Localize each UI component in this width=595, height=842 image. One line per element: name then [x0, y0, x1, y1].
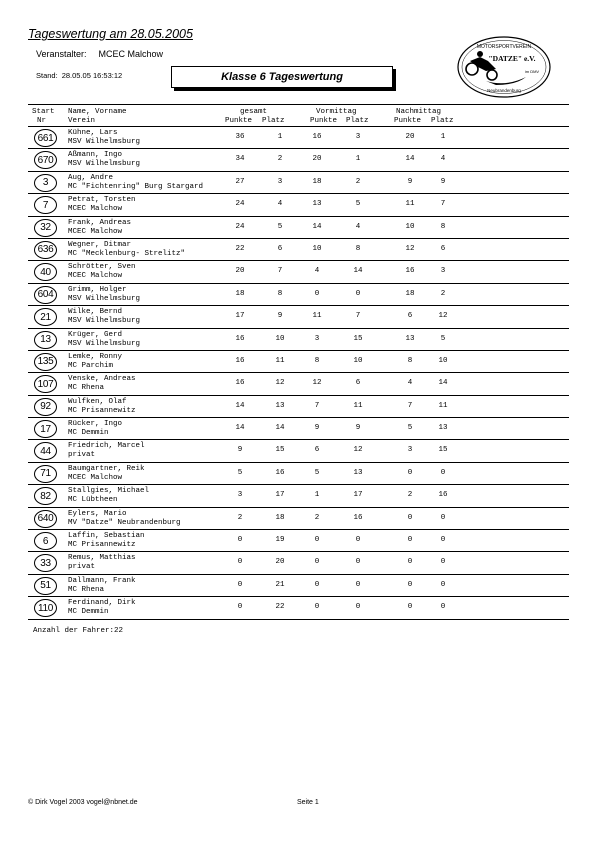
total-points: 20: [235, 267, 245, 276]
rider-club: MSV Wilhelmsburg: [68, 339, 141, 348]
rider-club: MC Demmin: [68, 608, 109, 617]
morning-rank: 13: [353, 468, 363, 477]
morning-points: 0: [314, 289, 320, 298]
total-points: 27: [235, 177, 245, 186]
table-row: [28, 351, 569, 373]
rider-count: Anzahl der Fahrer:22: [33, 627, 124, 635]
morning-rank: 14: [353, 267, 363, 276]
table-row: [28, 261, 569, 283]
start-number-badge: 604: [34, 286, 57, 304]
header-rule-top: [28, 104, 569, 105]
total-rank: 14: [275, 424, 285, 433]
afternoon-rank: 15: [438, 446, 448, 455]
total-rank: 16: [275, 468, 285, 477]
rider-club: privat: [68, 563, 96, 572]
col-morning-rank-header: Platz: [346, 117, 369, 125]
start-number-badge: 51: [34, 577, 57, 595]
rider-name: Lemke, Ronny: [68, 352, 123, 361]
afternoon-points: 6: [407, 312, 413, 321]
table-row: [28, 217, 569, 239]
morning-rank: 0: [355, 289, 361, 298]
start-number-badge: 135: [34, 353, 57, 371]
rider-name: Wilke, Bernd: [68, 308, 123, 317]
morning-points: 18: [312, 177, 322, 186]
rider-club: MC Rhena: [68, 384, 105, 393]
morning-rank: 16: [353, 513, 363, 522]
afternoon-rank: 0: [440, 558, 446, 567]
total-rank: 1: [277, 133, 283, 141]
col-club-header: [68, 116, 95, 126]
table-row: [28, 440, 569, 462]
afternoon-rank: 7: [440, 200, 446, 209]
afternoon-rank: 0: [440, 536, 446, 545]
start-number-badge: 3: [34, 174, 57, 192]
rider-name: Rücker, Ingo: [68, 420, 123, 429]
total-points: 14: [235, 424, 245, 433]
total-rank: 17: [275, 491, 285, 500]
total-points: 5: [237, 468, 243, 477]
afternoon-points: 0: [407, 468, 413, 477]
table-row: [28, 172, 569, 194]
afternoon-rank: 8: [440, 222, 446, 231]
afternoon-rank: 0: [440, 580, 446, 589]
total-points: 34: [235, 155, 245, 164]
start-number-badge: 640: [34, 510, 57, 528]
total-points: 14: [235, 401, 245, 410]
afternoon-points: 18: [405, 289, 415, 298]
afternoon-rank: 10: [438, 356, 448, 365]
afternoon-rank: 12: [438, 312, 448, 321]
total-points: 16: [235, 356, 245, 365]
logo-adac: im DMV: [524, 69, 540, 74]
morning-points: 0: [314, 603, 320, 612]
col-morning-points-header: Punkte: [310, 117, 338, 125]
start-number-badge: 13: [34, 331, 57, 349]
start-number-badge: 661: [34, 129, 57, 147]
morning-rank: 2: [355, 177, 361, 186]
club-logo: [456, 35, 552, 99]
rider-name: Kühne, Lars: [68, 129, 118, 137]
total-points: 0: [237, 558, 243, 567]
morning-points: 14: [312, 222, 322, 231]
class-title: Klasse 6 Tageswertung: [221, 71, 343, 83]
copyright: © Dirk Vogel 2003 vogel@nbnet.de: [28, 799, 138, 806]
class-title-box: [171, 66, 393, 88]
rider-name: Remus, Matthias: [68, 554, 136, 563]
afternoon-points: 13: [405, 334, 415, 343]
table-row: [28, 329, 569, 351]
rider-name: Aug, Andre: [68, 173, 114, 182]
table-row: [28, 597, 569, 619]
start-number-badge: 92: [34, 398, 57, 416]
morning-rank: 6: [355, 379, 361, 388]
total-rank: 2: [277, 155, 283, 164]
rider-club: MC Demmin: [68, 429, 109, 438]
col-afternoon-rank-header: Platz: [431, 117, 454, 125]
morning-points: 0: [314, 580, 320, 589]
table-row: [28, 530, 569, 552]
start-number-badge: 7: [34, 196, 57, 214]
table-row: [28, 575, 569, 597]
afternoon-points: 14: [405, 155, 415, 164]
afternoon-points: 4: [407, 379, 413, 388]
morning-rank: 17: [353, 491, 363, 500]
morning-rank: 10: [353, 356, 363, 365]
afternoon-rank: 2: [440, 289, 446, 298]
morning-rank: 0: [355, 558, 361, 567]
morning-rank: 0: [355, 536, 361, 545]
morning-points: 0: [314, 558, 320, 567]
rider-name: Wulfken, Olaf: [68, 397, 127, 406]
total-points: 0: [237, 603, 243, 612]
rider-club: MC Prisannewitz: [68, 406, 136, 415]
morning-rank: 11: [353, 401, 363, 410]
total-points: 22: [235, 244, 245, 253]
table-row: [28, 284, 569, 306]
afternoon-points: 9: [407, 177, 413, 186]
rider-club: MCEC Malchow: [68, 473, 123, 482]
col-afternoon-points-header: Punkte: [394, 117, 422, 125]
morning-points: 8: [314, 356, 320, 365]
start-number-badge: 44: [34, 442, 57, 460]
afternoon-points: 0: [407, 513, 413, 522]
total-rank: 3: [277, 177, 283, 186]
morning-rank: 5: [355, 200, 361, 209]
morning-rank: 0: [355, 603, 361, 612]
start-number-badge: 32: [34, 219, 57, 237]
total-rank: 5: [277, 222, 283, 231]
total-points: 17: [235, 312, 245, 321]
rider-name: Wegner, Ditmar: [68, 240, 132, 249]
table-row: [28, 485, 569, 507]
rider-name: Schrötter, Sven: [68, 263, 136, 272]
col-total-rank-header: Platz: [262, 117, 285, 125]
total-rank: 19: [275, 536, 285, 545]
total-points: 0: [237, 580, 243, 589]
morning-rank: 1: [355, 155, 361, 164]
afternoon-rank: 0: [440, 603, 446, 612]
rider-club: privat: [68, 451, 96, 460]
rider-name: Grimm, Holger: [68, 285, 127, 294]
total-rank: 21: [275, 580, 285, 589]
morning-points: 20: [312, 155, 322, 164]
start-number-badge: 21: [34, 308, 57, 326]
total-points: 9: [237, 446, 243, 455]
table-row: [28, 418, 569, 440]
morning-rank: 15: [353, 334, 363, 343]
col-start-label: Start: [32, 108, 55, 116]
rider-name: Ferdinand, Dirk: [68, 599, 136, 608]
col-total-header: gesamt: [240, 108, 268, 116]
rider-name: Baumgartner, Reik: [68, 464, 145, 473]
total-points: 16: [235, 334, 245, 343]
start-number-badge: 6: [34, 532, 57, 550]
total-points: 3: [237, 491, 243, 500]
morning-points: 11: [312, 312, 322, 321]
afternoon-points: 0: [407, 558, 413, 567]
organizer-label: Veranstalter:: [36, 49, 87, 59]
total-points: 36: [235, 133, 245, 141]
total-points: 0: [237, 536, 243, 545]
afternoon-rank: 3: [440, 267, 446, 276]
col-club-label: Verein: [68, 117, 96, 125]
afternoon-rank: 16: [438, 491, 448, 500]
total-points: 2: [237, 513, 243, 522]
total-rank: 4: [277, 200, 283, 209]
morning-points: 13: [312, 200, 322, 209]
start-number-badge: 33: [34, 554, 57, 572]
rider-club: MCEC Malchow: [68, 205, 123, 214]
morning-points: 7: [314, 401, 320, 410]
organizer-value: MCEC Malchow: [98, 49, 164, 59]
morning-points: 4: [314, 267, 320, 276]
rider-name: Frank, Andreas: [68, 218, 132, 227]
rider-name: Aßmann, Ingo: [68, 151, 123, 160]
total-rank: 8: [277, 289, 283, 298]
logo-top-text: MOTORSPORTVEREIN: [476, 44, 532, 50]
morning-rank: 4: [355, 222, 361, 231]
rider-club: MC Prisannewitz: [68, 541, 136, 550]
afternoon-points: 0: [407, 580, 413, 589]
total-rank: 12: [275, 379, 285, 388]
afternoon-points: 8: [407, 356, 413, 365]
rider-name: Krüger, Gerd: [68, 330, 123, 339]
afternoon-points: 12: [405, 244, 415, 253]
start-number-badge: 40: [34, 263, 57, 281]
morning-rank: 8: [355, 244, 361, 253]
start-number-badge: 110: [34, 599, 57, 617]
rider-club: MCEC Malchow: [68, 272, 123, 281]
morning-rank: 7: [355, 312, 361, 321]
total-points: 24: [235, 200, 245, 209]
afternoon-points: 11: [405, 200, 415, 209]
start-number-badge: 670: [34, 151, 57, 169]
morning-rank: 3: [355, 133, 361, 141]
afternoon-rank: 6: [440, 244, 446, 253]
table-row: [28, 149, 569, 171]
afternoon-points: 3: [407, 446, 413, 455]
rider-club: MSV Wilhelmsburg: [68, 160, 141, 169]
start-number-badge: 71: [34, 465, 57, 483]
col-name-label: Name, Vorname: [68, 108, 127, 116]
table-row: [28, 239, 569, 261]
rider-club: MSV Wilhelmsburg: [68, 317, 141, 326]
afternoon-rank: 5: [440, 334, 446, 343]
morning-points: 5: [314, 468, 320, 477]
rider-name: Laffin, Sebastian: [68, 532, 145, 541]
rider-club: MC Parchim: [68, 361, 114, 370]
table-row: [28, 552, 569, 574]
morning-rank: 12: [353, 446, 363, 455]
total-rank: 9: [277, 312, 283, 321]
total-points: 16: [235, 379, 245, 388]
total-points: 18: [235, 289, 245, 298]
total-rank: 22: [275, 603, 285, 612]
start-number-badge: 17: [34, 420, 57, 438]
afternoon-points: 7: [407, 401, 413, 410]
total-rank: 20: [275, 558, 285, 567]
total-rank: 7: [277, 267, 283, 276]
start-number-badge: 107: [34, 375, 57, 393]
afternoon-points: 5: [407, 424, 413, 433]
rider-club: MSV Wilhelmsburg: [68, 138, 141, 146]
rider-club: MC Lübtheen: [68, 496, 118, 505]
stand-value: 28.05.05 16:53:12: [61, 71, 123, 80]
total-points: 24: [235, 222, 245, 231]
morning-rank: 0: [355, 580, 361, 589]
col-total-points-header: Punkte: [225, 117, 253, 125]
table-row: [28, 127, 569, 149]
stand-line: [36, 71, 122, 80]
morning-points: 6: [314, 446, 320, 455]
total-rank: 18: [275, 513, 285, 522]
afternoon-rank: 14: [438, 379, 448, 388]
col-nr-header: [37, 116, 46, 126]
afternoon-points: 2: [407, 491, 413, 500]
afternoon-points: 10: [405, 222, 415, 231]
rider-name: Stallgies, Michael: [68, 487, 150, 496]
afternoon-rank: 0: [440, 468, 446, 477]
page-title: Tageswertung am 28.05.2005: [28, 27, 193, 41]
rider-club: MCEC Malchow: [68, 227, 123, 236]
table-row: [28, 396, 569, 418]
afternoon-rank: 11: [438, 401, 448, 410]
morning-points: 0: [314, 536, 320, 545]
total-rank: 11: [275, 356, 285, 365]
rider-club: MC Rhena: [68, 585, 105, 594]
stand-label: Stand:: [36, 71, 58, 80]
rider-name: Friedrich, Marcel: [68, 442, 145, 451]
table-row: [28, 373, 569, 395]
logo-club-name: "DATZE" e.V.: [488, 54, 536, 63]
total-rank: 6: [277, 244, 283, 253]
rider-club: MV "Datze" Neubrandenburg: [68, 518, 181, 527]
table-row: [28, 306, 569, 328]
organizer-line: [36, 49, 163, 59]
table-row: [28, 508, 569, 530]
logo-bottom-text: Neubrandenburg: [487, 88, 521, 93]
rider-name: Petrat, Torsten: [68, 196, 136, 205]
start-number-badge: 82: [34, 487, 57, 505]
afternoon-rank: 4: [440, 155, 446, 164]
morning-points: 1: [314, 491, 320, 500]
total-rank: 10: [275, 334, 285, 343]
morning-points: 10: [312, 244, 322, 253]
col-afternoon-header: Nachmittag: [396, 108, 442, 116]
morning-rank: 9: [355, 424, 361, 433]
table-row: [28, 463, 569, 485]
rider-name: Dallmann, Frank: [68, 576, 136, 585]
total-rank: 13: [275, 401, 285, 410]
afternoon-points: 20: [405, 133, 415, 141]
rider-name: Eylers, Mario: [68, 509, 127, 518]
afternoon-rank: 1: [440, 133, 446, 141]
total-rank: 15: [275, 446, 285, 455]
afternoon-points: 0: [407, 603, 413, 612]
rider-club: MC "Mecklenburg- Strelitz": [68, 249, 186, 258]
morning-points: 3: [314, 334, 320, 343]
results-table: [28, 127, 569, 620]
morning-points: 9: [314, 424, 320, 433]
afternoon-rank: 9: [440, 177, 446, 186]
afternoon-rank: 13: [438, 424, 448, 433]
page-number: Seite 1: [297, 799, 319, 806]
morning-points: 12: [312, 379, 322, 388]
table-row: [28, 194, 569, 216]
start-number-badge: 636: [34, 241, 57, 259]
afternoon-rank: 0: [440, 513, 446, 522]
afternoon-points: 0: [407, 536, 413, 545]
rider-name: Venske, Andreas: [68, 375, 136, 384]
morning-points: 16: [312, 133, 322, 141]
rider-club: MSV Wilhelmsburg: [68, 294, 141, 303]
col-morning-header: Vormittag: [316, 108, 357, 116]
afternoon-points: 16: [405, 267, 415, 276]
col-nr-label: Nr: [37, 117, 47, 125]
morning-points: 2: [314, 513, 320, 522]
rider-club: MC "Fichtenring" Burg Stargard: [68, 182, 204, 191]
